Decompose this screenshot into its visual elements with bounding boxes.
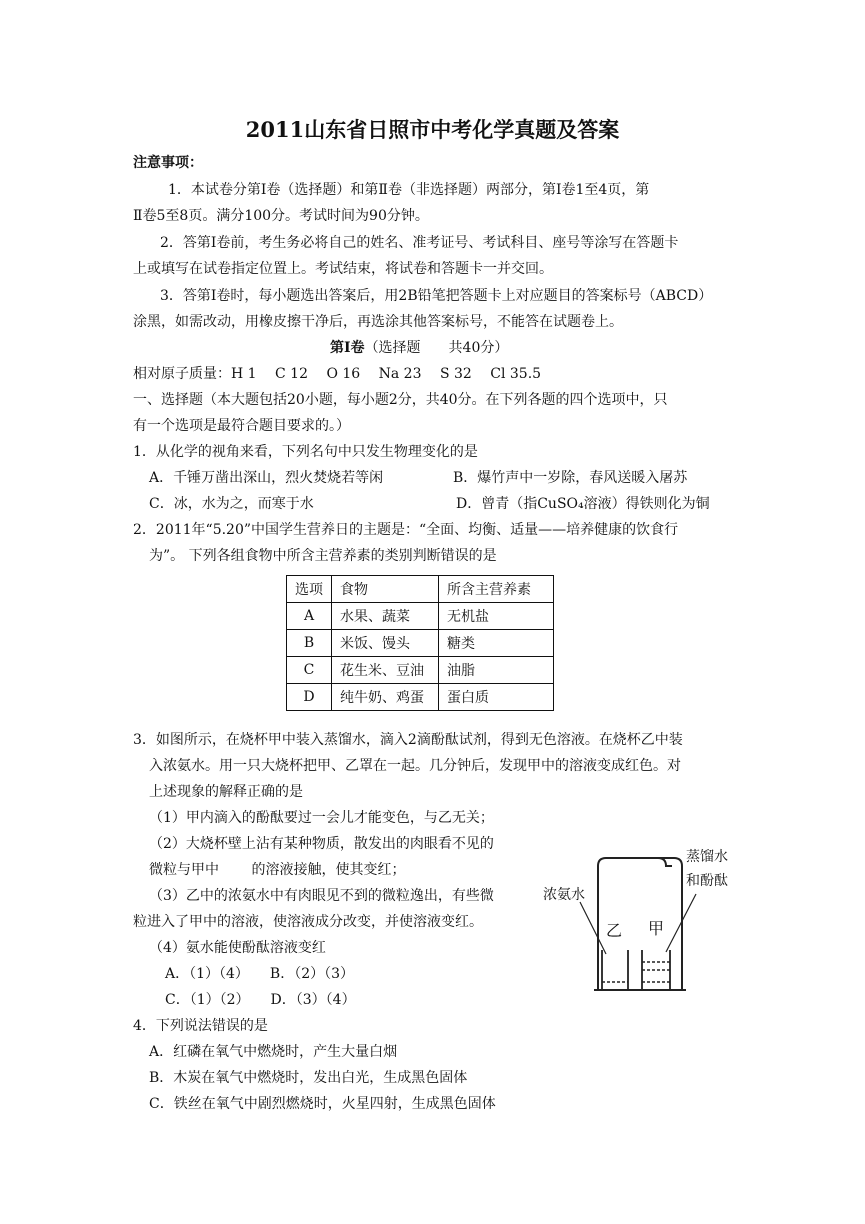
q3-stem-line-2: 入浓氨水。用一只大烧杯把甲、乙罩在一起。几分钟后，发现甲中的溶液变成红色。对 bbox=[149, 758, 681, 774]
part1-instructions-line-2: 有一个选项是最符合题目要求的。） bbox=[133, 418, 350, 434]
ammonia-pointer bbox=[580, 902, 606, 954]
notice-item-3-line-1: 3．答第Ⅰ卷时，每小题选出答案后，用2B铅笔把答题卡上对应题目的答案标号（ABCD） bbox=[160, 288, 713, 304]
table-row bbox=[287, 630, 554, 657]
table-cell: A bbox=[287, 603, 332, 630]
table-cell: 无机盐 bbox=[439, 603, 554, 630]
table-cell: 蛋白质 bbox=[439, 684, 554, 711]
table-row bbox=[287, 657, 554, 684]
table-header-cell: 食物 bbox=[332, 576, 439, 603]
table-cell: 纯牛奶、鸡蛋 bbox=[332, 684, 439, 711]
notice-item-1-line-2: Ⅱ卷5至8页。满分100分。考试时间为90分钟。 bbox=[133, 208, 429, 224]
table-header-cell: 所含主营养素 bbox=[439, 576, 554, 603]
beaker-jia bbox=[642, 950, 670, 990]
beaker-yi bbox=[602, 950, 628, 990]
q4-option-a: A．红磷在氧气中燃烧时，产生大量白烟 bbox=[149, 1044, 398, 1060]
table-cell: 米饭、馒头 bbox=[332, 630, 439, 657]
q3-statement-1: （1）甲内滴入的酚酞要过一会儿才能变色，与乙无关； bbox=[149, 810, 494, 826]
figure-label-yi: 乙 bbox=[606, 921, 623, 940]
q3-statement-3-line-1: （3）乙中的浓氨水中有肉眼见不到的微粒逸出，有些微 bbox=[149, 888, 494, 904]
table-cell: D bbox=[287, 684, 332, 711]
notice-item-3-line-2: 涂黑，如需改动，用橡皮擦干净后，再选涂其他答案标号，不能答在试题卷上。 bbox=[133, 314, 623, 330]
notice-item-1-line-1: 1．本试卷分第Ⅰ卷（选择题）和第Ⅱ卷（非选择题）两部分，第Ⅰ卷1至4页，第 bbox=[168, 182, 650, 198]
q1-stem: 1．从化学的视角来看，下列名句中只发生物理变化的是 bbox=[133, 444, 478, 460]
notice-heading: 注意事项： bbox=[133, 155, 203, 171]
table-cell: B bbox=[287, 630, 332, 657]
q3-statement-4: （4）氨水能使酚酞溶液变红 bbox=[149, 940, 326, 956]
notice-item-2-line-2: 上或填写在试卷指定位置上。考试结束，将试卷和答题卡一并交回。 bbox=[133, 261, 553, 277]
table-cell: 油脂 bbox=[439, 657, 554, 684]
figure-label-ammonia: 浓氨水 bbox=[543, 887, 585, 903]
q3-stem-line-3: 上述现象的解释正确的是 bbox=[149, 784, 303, 800]
table-header-cell: 选项 bbox=[287, 576, 332, 603]
section-heading bbox=[330, 339, 508, 357]
q4-stem: 4．下列说法错误的是 bbox=[133, 1018, 268, 1034]
q2-stem-line-2: 为”。 下列各组食物中所含主营养素的类别判断错误的是 bbox=[149, 548, 497, 564]
section-heading-volume: 第Ⅰ卷 bbox=[330, 340, 365, 356]
q3-options-ab: A．（1）（4） B．（2）（3） bbox=[165, 966, 355, 982]
table-cell: 糖类 bbox=[439, 630, 554, 657]
q4-option-b: B．木炭在氧气中燃烧时，发出白光，生成黑色固体 bbox=[149, 1070, 468, 1086]
q1-option-c: C．冰，水为之，而寒于水 bbox=[149, 496, 314, 512]
q1-option-a: A．千锤万凿出深山，烈火焚烧若等闲 bbox=[149, 470, 384, 486]
notice-item-2-line-1: 2．答第Ⅰ卷前，考生务必将自己的姓名、准考证号、考试科目、座号等涂写在答题卡 bbox=[160, 235, 679, 251]
q4-option-c: C．铁丝在氧气中剧烈燃烧时，火星四射，生成黑色固体 bbox=[149, 1096, 496, 1112]
q3-statement-2-line-1: （2）大烧杯壁上沾有某种物质，散发出的肉眼看不见的 bbox=[149, 836, 494, 852]
page-title: 2011山东省日照市中考化学真题及答案 bbox=[245, 117, 620, 142]
section-heading-detail: （选择题 共40分） bbox=[364, 340, 509, 356]
q3-stem-line-1: 3．如图所示，在烧杯甲中装入蒸馏水，滴入2滴酚酞试剂，得到无色溶液。在烧杯乙中装 bbox=[133, 732, 683, 748]
table-cell: 花生米、豆油 bbox=[332, 657, 439, 684]
atomic-mass-line: 相对原子质量：H 1 C 12 O 16 Na 23 S 32 Cl 35.5 bbox=[133, 366, 542, 382]
q1-option-d: D．曾青（指CuSO₄溶液）得铁则化为铜 bbox=[456, 496, 710, 512]
table-row bbox=[287, 603, 554, 630]
figure-label-distilled-water: 蒸馏水 bbox=[686, 849, 728, 865]
part1-instructions-line-1: 一、选择题（本大题包括20小题，每小题2分，共40分。在下列各题的四个选项中，只 bbox=[133, 392, 668, 408]
table-cell: C bbox=[287, 657, 332, 684]
table-row bbox=[287, 684, 554, 711]
q2-stem-line-1: 2．2011年“5.20”中国学生营养日的主题是：“全面、均衡、适量——培养健康的饮食行 bbox=[133, 522, 679, 538]
table-cell: 水果、蔬菜 bbox=[332, 603, 439, 630]
q1-option-b: B．爆竹声中一岁除，春风送暖入屠苏 bbox=[453, 470, 688, 486]
figure-label-phenolphthalein: 和酚酞 bbox=[686, 873, 728, 889]
nutrient-table bbox=[286, 575, 554, 711]
q3-options-cd: C．（1）（2） D．（3）（4） bbox=[165, 992, 356, 1008]
q3-statement-3-line-2: 粒进入了甲中的溶液，使溶液成分改变，并使溶液变红。 bbox=[133, 914, 483, 930]
q3-statement-2-line-2: 微粒与甲中 的溶液接触，使其变红； bbox=[149, 862, 406, 878]
figure-label-jia: 甲 bbox=[648, 919, 665, 938]
table-header-row bbox=[287, 576, 554, 603]
